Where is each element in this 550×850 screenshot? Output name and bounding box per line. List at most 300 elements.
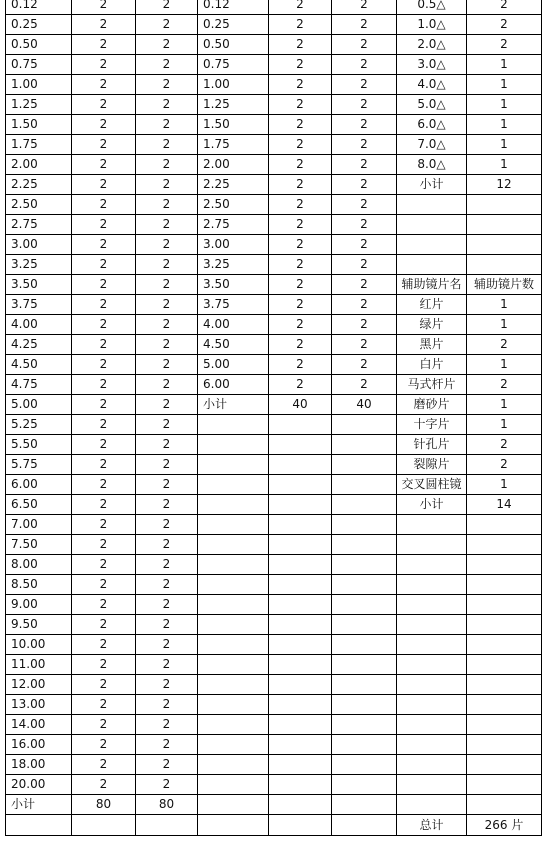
- block1-count-cell: 2: [136, 575, 198, 595]
- block2-subtotal-count-cell: 40: [332, 395, 397, 415]
- block1-count-cell: 2: [136, 595, 198, 615]
- block1-count-cell: 2: [72, 475, 136, 495]
- prism-subtotal-count-cell: 12: [467, 175, 542, 195]
- block1-count-cell: 2: [72, 595, 136, 615]
- empty-cell: [198, 675, 269, 695]
- block1-count-cell: 2: [136, 255, 198, 275]
- empty-cell: [397, 755, 467, 775]
- block1-count-cell: 2: [72, 75, 136, 95]
- empty-cell: [198, 655, 269, 675]
- prism-count-cell: 1: [467, 55, 542, 75]
- block2-count-cell: 2: [332, 335, 397, 355]
- empty-cell: [6, 815, 72, 836]
- block2-subtotal-power-cell: 小计: [198, 395, 269, 415]
- block1-count-cell: 2: [72, 95, 136, 115]
- block1-count-cell: 2: [136, 75, 198, 95]
- empty-cell: [467, 555, 542, 575]
- table-row: [6, 795, 542, 815]
- block1-count-cell: 2: [72, 315, 136, 335]
- empty-cell: [269, 475, 332, 495]
- table-row: [6, 755, 542, 775]
- block1-power-cell: 1.25: [6, 95, 72, 115]
- table-row: [6, 135, 542, 155]
- aux-name-cell: 针孔片: [397, 435, 467, 455]
- block1-power-cell: 1.00: [6, 75, 72, 95]
- empty-cell: [198, 435, 269, 455]
- empty-cell: [397, 655, 467, 675]
- block1-count-cell: 2: [136, 275, 198, 295]
- prism-count-cell: 2: [467, 15, 542, 35]
- block1-power-cell: 5.00: [6, 395, 72, 415]
- block2-count-cell: 2: [332, 295, 397, 315]
- empty-cell: [198, 555, 269, 575]
- empty-cell: [397, 255, 467, 275]
- block1-power-cell: 18.00: [6, 755, 72, 775]
- empty-cell: [269, 695, 332, 715]
- empty-cell: [397, 235, 467, 255]
- table-row: [6, 255, 542, 275]
- empty-cell: [198, 775, 269, 795]
- block1-power-cell: 9.00: [6, 595, 72, 615]
- aux-count-cell: 2: [467, 455, 542, 475]
- prism-count-cell: 1: [467, 155, 542, 175]
- table-row: [6, 375, 542, 395]
- block1-count-cell: 2: [136, 635, 198, 655]
- empty-cell: [467, 775, 542, 795]
- block1-count-cell: 2: [136, 175, 198, 195]
- empty-cell: [332, 775, 397, 795]
- block1-count-cell: 2: [72, 415, 136, 435]
- block2-power-cell: 6.00: [198, 375, 269, 395]
- block1-count-cell: 2: [72, 155, 136, 175]
- block2-count-cell: 2: [269, 315, 332, 335]
- block1-count-cell: 2: [136, 315, 198, 335]
- block1-power-cell: 0.75: [6, 55, 72, 75]
- block1-power-cell: 3.25: [6, 255, 72, 275]
- block1-count-cell: 2: [72, 655, 136, 675]
- block1-count-cell: 2: [136, 475, 198, 495]
- empty-cell: [332, 535, 397, 555]
- aux-count-cell: 1: [467, 415, 542, 435]
- block2-count-cell: 2: [332, 175, 397, 195]
- prism-name-cell: 0.5△: [397, 0, 467, 15]
- table-row: [6, 815, 542, 836]
- empty-cell: [198, 635, 269, 655]
- empty-cell: [467, 535, 542, 555]
- block2-count-cell: 2: [332, 195, 397, 215]
- empty-cell: [397, 675, 467, 695]
- block1-power-cell: 2.25: [6, 175, 72, 195]
- block1-count-cell: 2: [72, 235, 136, 255]
- empty-cell: [269, 755, 332, 775]
- prism-name-cell: 7.0△: [397, 135, 467, 155]
- block1-count-cell: 2: [72, 0, 136, 15]
- block2-power-cell: 0.12: [198, 0, 269, 15]
- block1-count-cell: 2: [136, 15, 198, 35]
- block2-count-cell: 2: [269, 375, 332, 395]
- block2-count-cell: 2: [269, 75, 332, 95]
- block1-count-cell: 2: [136, 555, 198, 575]
- table-row: [6, 475, 542, 495]
- table-row: [6, 555, 542, 575]
- aux-name-cell: 黑片: [397, 335, 467, 355]
- block2-count-cell: 2: [269, 295, 332, 315]
- block1-count-cell: 2: [72, 695, 136, 715]
- empty-cell: [397, 515, 467, 535]
- block2-count-cell: 2: [332, 355, 397, 375]
- aux-subtotal-name-cell: 小计: [397, 495, 467, 515]
- block1-count-cell: 2: [136, 335, 198, 355]
- empty-cell: [332, 695, 397, 715]
- block1-count-cell: 2: [136, 515, 198, 535]
- block1-power-cell: 8.00: [6, 555, 72, 575]
- block1-count-cell: 2: [72, 195, 136, 215]
- empty-cell: [467, 655, 542, 675]
- table-row: [6, 75, 542, 95]
- empty-cell: [332, 555, 397, 575]
- block1-count-cell: 2: [72, 35, 136, 55]
- block1-count-cell: 2: [136, 675, 198, 695]
- block1-count-cell: 2: [72, 435, 136, 455]
- table-row: [6, 0, 542, 15]
- table-row: [6, 175, 542, 195]
- block1-count-cell: 2: [136, 215, 198, 235]
- block1-power-cell: 12.00: [6, 675, 72, 695]
- empty-cell: [198, 475, 269, 495]
- prism-name-cell: 4.0△: [397, 75, 467, 95]
- block2-count-cell: 2: [332, 375, 397, 395]
- block1-count-cell: 2: [136, 775, 198, 795]
- prism-count-cell: 1: [467, 75, 542, 95]
- block1-count-cell: 2: [72, 775, 136, 795]
- grand-total-name-cell: 总计: [397, 815, 467, 836]
- block2-count-cell: 2: [332, 35, 397, 55]
- empty-cell: [397, 575, 467, 595]
- table-row: [6, 735, 542, 755]
- block1-count-cell: 2: [136, 155, 198, 175]
- aux-name-cell: 交叉圆柱镜: [397, 475, 467, 495]
- block1-power-cell: 5.75: [6, 455, 72, 475]
- block1-count-cell: 2: [136, 395, 198, 415]
- block1-power-cell: 13.00: [6, 695, 72, 715]
- block1-count-cell: 2: [136, 615, 198, 635]
- empty-cell: [467, 515, 542, 535]
- empty-cell: [467, 255, 542, 275]
- empty-cell: [269, 655, 332, 675]
- prism-name-cell: 5.0△: [397, 95, 467, 115]
- block1-power-cell: 1.50: [6, 115, 72, 135]
- block2-power-cell: 3.75: [198, 295, 269, 315]
- empty-cell: [72, 815, 136, 836]
- aux-name-cell: 十字片: [397, 415, 467, 435]
- aux-name-cell: 磨砂片: [397, 395, 467, 415]
- block2-count-cell: 2: [269, 55, 332, 75]
- block2-power-cell: 1.25: [198, 95, 269, 115]
- table-row: [6, 495, 542, 515]
- empty-cell: [397, 615, 467, 635]
- block2-power-cell: 3.50: [198, 275, 269, 295]
- empty-cell: [467, 235, 542, 255]
- empty-cell: [332, 575, 397, 595]
- table-row: [6, 195, 542, 215]
- aux-header-count-cell: 辅助镜片数: [467, 275, 542, 295]
- empty-cell: [269, 555, 332, 575]
- empty-cell: [397, 795, 467, 815]
- block2-count-cell: 2: [332, 75, 397, 95]
- block1-power-cell: 0.12: [6, 0, 72, 15]
- table-row: [6, 355, 542, 375]
- block1-power-cell: 4.00: [6, 315, 72, 335]
- block2-count-cell: 2: [332, 235, 397, 255]
- empty-cell: [397, 775, 467, 795]
- block2-power-cell: 3.25: [198, 255, 269, 275]
- block1-count-cell: 2: [72, 395, 136, 415]
- aux-name-cell: 马式杆片: [397, 375, 467, 395]
- block2-power-cell: 5.00: [198, 355, 269, 375]
- block1-subtotal-count-cell: 80: [72, 795, 136, 815]
- empty-cell: [332, 495, 397, 515]
- empty-cell: [269, 595, 332, 615]
- prism-count-cell: 1: [467, 135, 542, 155]
- block1-power-cell: 10.00: [6, 635, 72, 655]
- empty-cell: [198, 715, 269, 735]
- block1-count-cell: 2: [72, 575, 136, 595]
- empty-cell: [467, 735, 542, 755]
- empty-cell: [198, 575, 269, 595]
- block1-power-cell: 5.50: [6, 435, 72, 455]
- block1-count-cell: 2: [72, 255, 136, 275]
- block1-count-cell: 2: [72, 555, 136, 575]
- empty-cell: [269, 675, 332, 695]
- prism-name-cell: 6.0△: [397, 115, 467, 135]
- block1-count-cell: 2: [136, 715, 198, 735]
- empty-cell: [332, 675, 397, 695]
- empty-cell: [269, 735, 332, 755]
- table-row: [6, 275, 542, 295]
- empty-cell: [332, 435, 397, 455]
- block1-count-cell: 2: [136, 195, 198, 215]
- empty-cell: [397, 555, 467, 575]
- block2-count-cell: 2: [332, 55, 397, 75]
- block1-count-cell: 2: [72, 635, 136, 655]
- empty-cell: [397, 735, 467, 755]
- prism-subtotal-name-cell: 小计: [397, 175, 467, 195]
- table-row: [6, 15, 542, 35]
- empty-cell: [269, 535, 332, 555]
- block1-power-cell: 4.75: [6, 375, 72, 395]
- empty-cell: [269, 575, 332, 595]
- block1-power-cell: 7.50: [6, 535, 72, 555]
- block2-power-cell: 0.25: [198, 15, 269, 35]
- block2-count-cell: 2: [332, 255, 397, 275]
- block2-count-cell: 2: [332, 215, 397, 235]
- empty-cell: [269, 495, 332, 515]
- table-row: [6, 435, 542, 455]
- block1-power-cell: 2.00: [6, 155, 72, 175]
- block1-power-cell: 3.75: [6, 295, 72, 315]
- block2-count-cell: 2: [269, 355, 332, 375]
- block1-count-cell: 2: [72, 275, 136, 295]
- block1-count-cell: 2: [136, 295, 198, 315]
- block1-count-cell: 2: [72, 495, 136, 515]
- block1-count-cell: 2: [72, 55, 136, 75]
- empty-cell: [332, 615, 397, 635]
- block2-count-cell: 2: [332, 115, 397, 135]
- empty-cell: [198, 695, 269, 715]
- empty-cell: [397, 695, 467, 715]
- block1-count-cell: 2: [72, 215, 136, 235]
- block1-power-cell: 2.75: [6, 215, 72, 235]
- prism-count-cell: 1: [467, 115, 542, 135]
- empty-cell: [269, 455, 332, 475]
- lens-inventory-table: [5, 0, 542, 836]
- empty-cell: [198, 595, 269, 615]
- table-row: [6, 335, 542, 355]
- empty-cell: [467, 695, 542, 715]
- block2-count-cell: 2: [269, 155, 332, 175]
- aux-count-cell: 1: [467, 355, 542, 375]
- block2-power-cell: 3.00: [198, 235, 269, 255]
- table-row: [6, 775, 542, 795]
- block1-count-cell: 2: [72, 515, 136, 535]
- aux-count-cell: 1: [467, 475, 542, 495]
- block2-power-cell: 2.75: [198, 215, 269, 235]
- empty-cell: [269, 715, 332, 735]
- block2-count-cell: 2: [332, 135, 397, 155]
- empty-cell: [332, 715, 397, 735]
- block1-count-cell: 2: [72, 715, 136, 735]
- empty-cell: [397, 195, 467, 215]
- aux-subtotal-count-cell: 14: [467, 495, 542, 515]
- block1-count-cell: 2: [136, 495, 198, 515]
- block1-power-cell: 2.50: [6, 195, 72, 215]
- empty-cell: [332, 455, 397, 475]
- empty-cell: [269, 515, 332, 535]
- table-row: [6, 415, 542, 435]
- block2-power-cell: 4.00: [198, 315, 269, 335]
- prism-count-cell: 2: [467, 0, 542, 15]
- block1-power-cell: 11.00: [6, 655, 72, 675]
- aux-name-cell: 裂隙片: [397, 455, 467, 475]
- table-row: [6, 395, 542, 415]
- empty-cell: [332, 515, 397, 535]
- empty-cell: [198, 815, 269, 836]
- block1-subtotal-power-cell: 小计: [6, 795, 72, 815]
- empty-cell: [269, 435, 332, 455]
- block1-power-cell: 16.00: [6, 735, 72, 755]
- table-row: [6, 635, 542, 655]
- block2-count-cell: 2: [269, 175, 332, 195]
- empty-cell: [136, 815, 198, 836]
- empty-cell: [467, 635, 542, 655]
- block2-count-cell: 2: [332, 95, 397, 115]
- empty-cell: [467, 215, 542, 235]
- empty-cell: [198, 515, 269, 535]
- block2-count-cell: 2: [269, 255, 332, 275]
- block1-count-cell: 2: [72, 615, 136, 635]
- block1-power-cell: 7.00: [6, 515, 72, 535]
- block1-count-cell: 2: [136, 55, 198, 75]
- prism-count-cell: 1: [467, 95, 542, 115]
- block1-count-cell: 2: [136, 95, 198, 115]
- grand-total-count-cell: 266 片: [467, 815, 542, 836]
- block1-count-cell: 2: [136, 415, 198, 435]
- aux-name-cell: 白片: [397, 355, 467, 375]
- table-row: [6, 35, 542, 55]
- table-row: [6, 215, 542, 235]
- table-row: [6, 675, 542, 695]
- block1-power-cell: 6.00: [6, 475, 72, 495]
- block1-count-cell: 2: [136, 455, 198, 475]
- table-row: [6, 315, 542, 335]
- block2-count-cell: 2: [269, 0, 332, 15]
- block2-subtotal-count-cell: 40: [269, 395, 332, 415]
- block2-count-cell: 2: [332, 275, 397, 295]
- block1-count-cell: 2: [136, 115, 198, 135]
- block2-count-cell: 2: [269, 115, 332, 135]
- table-row: [6, 295, 542, 315]
- block1-count-cell: 2: [136, 755, 198, 775]
- empty-cell: [467, 795, 542, 815]
- block1-count-cell: 2: [136, 535, 198, 555]
- block1-subtotal-count-cell: 80: [136, 795, 198, 815]
- block2-power-cell: 2.00: [198, 155, 269, 175]
- block1-count-cell: 2: [136, 135, 198, 155]
- block1-count-cell: 2: [72, 115, 136, 135]
- block1-power-cell: 5.25: [6, 415, 72, 435]
- block2-count-cell: 2: [269, 235, 332, 255]
- empty-cell: [269, 815, 332, 836]
- empty-cell: [397, 715, 467, 735]
- empty-cell: [269, 415, 332, 435]
- aux-count-cell: 1: [467, 295, 542, 315]
- block1-power-cell: 20.00: [6, 775, 72, 795]
- empty-cell: [269, 615, 332, 635]
- block1-power-cell: 3.50: [6, 275, 72, 295]
- block1-count-cell: 2: [136, 235, 198, 255]
- empty-cell: [198, 535, 269, 555]
- empty-cell: [198, 415, 269, 435]
- table-row: [6, 615, 542, 635]
- empty-cell: [269, 775, 332, 795]
- block1-count-cell: 2: [136, 695, 198, 715]
- table-row: [6, 155, 542, 175]
- block2-count-cell: 2: [269, 95, 332, 115]
- aux-header-name-cell: 辅助镜片名: [397, 275, 467, 295]
- empty-cell: [332, 755, 397, 775]
- prism-name-cell: 3.0△: [397, 55, 467, 75]
- block1-power-cell: 1.75: [6, 135, 72, 155]
- table-row: [6, 455, 542, 475]
- block1-count-cell: 2: [72, 335, 136, 355]
- empty-cell: [467, 195, 542, 215]
- block2-power-cell: 2.25: [198, 175, 269, 195]
- block1-count-cell: 2: [136, 375, 198, 395]
- block1-count-cell: 2: [72, 735, 136, 755]
- block2-count-cell: 2: [332, 0, 397, 15]
- block1-power-cell: 0.50: [6, 35, 72, 55]
- empty-cell: [332, 635, 397, 655]
- empty-cell: [269, 795, 332, 815]
- table-row: [6, 515, 542, 535]
- block1-power-cell: 6.50: [6, 495, 72, 515]
- block2-power-cell: 1.75: [198, 135, 269, 155]
- aux-count-cell: 2: [467, 335, 542, 355]
- block1-count-cell: 2: [136, 655, 198, 675]
- empty-cell: [198, 755, 269, 775]
- block2-count-cell: 2: [269, 335, 332, 355]
- block2-power-cell: 4.50: [198, 335, 269, 355]
